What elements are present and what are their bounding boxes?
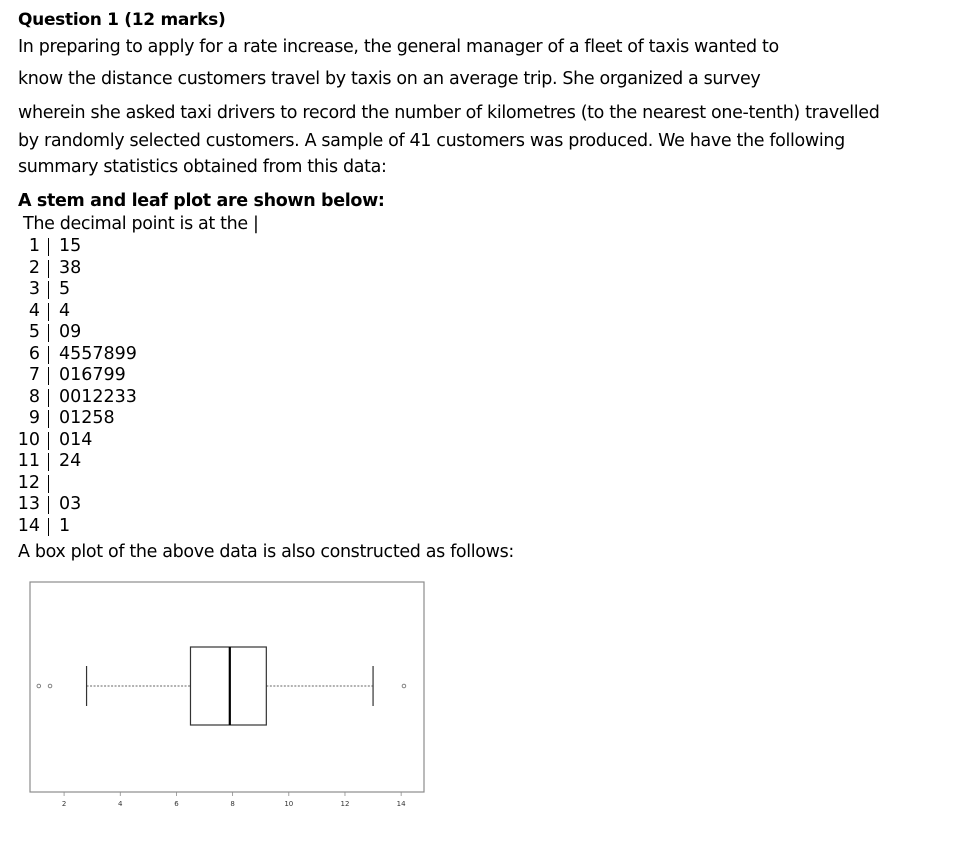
intro-line: summary statistics obtained from this data: xyxy=(18,157,387,177)
stem-value: 8 xyxy=(28,386,40,407)
stem-leaf-heading: A stem and leaf plot are shown below: xyxy=(18,191,385,211)
x-tick-label: 10 xyxy=(284,800,294,808)
leaf-values: 016799 xyxy=(59,365,126,385)
stem-value: 7 xyxy=(28,365,40,385)
decimal-point-note: The decimal point is at the | xyxy=(23,214,259,234)
x-tick-label: 6 xyxy=(174,800,179,808)
intro-line: wherein she asked taxi drivers to record the number of kilometres (to the nearest one-tenth) travelled xyxy=(18,103,880,123)
leaf-values: 4557899 xyxy=(59,343,137,364)
x-tick-label: 2 xyxy=(61,800,67,808)
stem-value: 9 xyxy=(28,408,40,428)
leaf-values: 014 xyxy=(59,429,93,450)
stem-divider xyxy=(48,367,49,385)
boxplot-intro: A box plot of the above data is also constructed as follows: xyxy=(18,542,514,562)
stem-divider xyxy=(48,303,49,321)
stem-value: 11 xyxy=(17,451,40,471)
x-tick-label: 12 xyxy=(340,800,350,808)
stem-divider xyxy=(48,324,49,342)
leaf-values: 24 xyxy=(59,451,82,471)
stem-divider xyxy=(48,410,49,428)
leaf-values: 09 xyxy=(59,322,82,342)
stem-value: 13 xyxy=(17,494,40,514)
leaf-values: 4 xyxy=(59,300,71,321)
stem-value: 4 xyxy=(28,300,40,321)
leaf-values: 5 xyxy=(59,279,71,299)
interquartile-box xyxy=(190,647,266,725)
intro-line: In preparing to apply for a rate increase, the general manager of a fleet of taxis wanted to xyxy=(18,37,779,57)
stem-divider xyxy=(48,432,49,450)
stem-divider xyxy=(48,496,49,514)
stem-value: 14 xyxy=(17,515,40,536)
intro-line: know the distance customers travel by taxis on an average trip. She organized a survey xyxy=(18,69,761,89)
stem-value: 3 xyxy=(28,279,40,299)
stem-value: 2 xyxy=(28,257,40,278)
stem-value: 6 xyxy=(28,343,40,364)
leaf-values: 03 xyxy=(59,494,82,514)
stem-divider xyxy=(48,346,49,364)
stem-divider xyxy=(48,260,49,278)
leaf-values: 1 xyxy=(59,515,71,536)
box-plot-chart xyxy=(25,575,435,820)
stem-value: 1 xyxy=(28,236,40,256)
stem-divider xyxy=(48,453,49,471)
stem-divider xyxy=(48,238,49,256)
x-tick-label: 4 xyxy=(118,800,123,808)
stem-divider xyxy=(48,389,49,407)
stem-divider xyxy=(48,281,49,299)
stem-value: 12 xyxy=(17,472,40,493)
stem-divider xyxy=(48,518,49,536)
leaf-values: 0012233 xyxy=(59,386,137,407)
stem-value: 10 xyxy=(17,429,40,450)
x-tick-label: 8 xyxy=(230,800,235,808)
leaf-values: 38 xyxy=(59,257,82,278)
x-tick-label: 14 xyxy=(396,800,406,808)
question-title: Question 1 (12 marks) xyxy=(18,10,226,30)
leaf-values: 15 xyxy=(59,236,82,256)
intro-line: by randomly selected customers. A sample of 41 customers was produced. We have the following xyxy=(18,131,845,151)
stem-divider xyxy=(48,475,49,493)
stem-value: 5 xyxy=(28,322,40,342)
leaf-values: 01258 xyxy=(59,408,115,428)
